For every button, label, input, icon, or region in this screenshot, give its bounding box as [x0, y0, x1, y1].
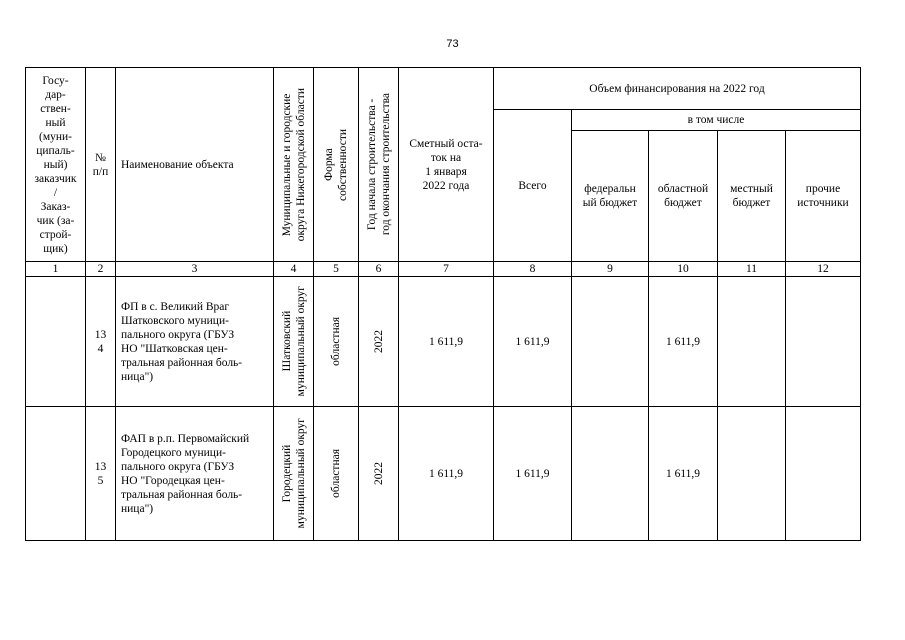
column-number: 8 — [494, 262, 572, 277]
column-number: 12 — [786, 262, 861, 277]
column-number: 2 — [86, 262, 116, 277]
header-total: Всего — [494, 110, 572, 262]
header-other: прочие источники — [786, 131, 861, 262]
row-years: 2022 — [372, 330, 385, 353]
header-years-cell — [359, 68, 399, 262]
row-years-cell — [359, 277, 399, 407]
row-municipality: Городецкий муниципальный округ — [280, 418, 307, 529]
header-municipality: Муниципальные и городские округа Нижегородской области — [280, 87, 307, 242]
row-total: 1 611,9 — [494, 407, 572, 541]
header-including: в том числе — [572, 110, 861, 131]
table-row — [26, 407, 861, 541]
row-num: 13 4 — [86, 277, 116, 407]
header-ownership-cell — [314, 68, 359, 262]
row-years-cell — [359, 407, 399, 541]
row-local — [718, 407, 786, 541]
row-federal — [572, 277, 649, 407]
header-local: местный бюджет — [718, 131, 786, 262]
page-number: 73 — [446, 38, 459, 50]
row-other — [786, 407, 861, 541]
row-federal — [572, 407, 649, 541]
row-num: 13 5 — [86, 407, 116, 541]
header-years: Год начала строительства - год окончания строительства — [365, 93, 392, 236]
column-number: 6 — [359, 262, 399, 277]
column-number: 11 — [718, 262, 786, 277]
row-customer — [26, 407, 86, 541]
financing-table — [25, 67, 861, 541]
row-regional: 1 611,9 — [649, 407, 718, 541]
column-number-row — [26, 262, 861, 277]
column-number: 3 — [116, 262, 274, 277]
row-ownership-cell — [314, 407, 359, 541]
header-num: № п/п — [86, 68, 116, 262]
column-number: 9 — [572, 262, 649, 277]
row-ownership: областная — [330, 317, 342, 366]
header-financing: Объем финансирования на 2022 год — [494, 68, 861, 110]
row-total: 1 611,9 — [494, 277, 572, 407]
row-ownership-cell — [314, 277, 359, 407]
header-regional: областной бюджет — [649, 131, 718, 262]
row-years: 2022 — [372, 462, 385, 485]
row-municipality-cell — [274, 407, 314, 541]
row-object-name: ФП в с. Великий Враг Шатковского муници- пального округа (ГБУЗ НО "Шатковская цен- тральная районная боль- ница") — [116, 277, 274, 407]
row-other — [786, 277, 861, 407]
row-municipality-cell — [274, 277, 314, 407]
header-federal: федеральн ый бюджет — [572, 131, 649, 262]
header-ownership: Форма собственности — [323, 128, 349, 201]
column-number: 7 — [399, 262, 494, 277]
column-number: 4 — [274, 262, 314, 277]
column-number: 5 — [314, 262, 359, 277]
column-number: 1 — [26, 262, 86, 277]
row-local — [718, 277, 786, 407]
row-estimate: 1 611,9 — [399, 407, 494, 541]
header-estimate: Сметный оста- ток на 1 января 2022 года — [399, 68, 494, 262]
row-customer — [26, 277, 86, 407]
table-row — [26, 277, 861, 407]
header-municipality-cell — [274, 68, 314, 262]
row-ownership: областная — [330, 449, 342, 498]
header-object-name: Наименование объекта — [116, 68, 274, 262]
header-customer: Госу- дар- ствен- ный (муни- ципаль- ный) заказчик / Заказ- чик (за- строй- щик) — [26, 68, 86, 262]
row-regional: 1 611,9 — [649, 277, 718, 407]
row-object-name: ФАП в р.п. Первомайский Городецкого муници- пального округа (ГБУЗ НО "Городецкая цен- тральная районная боль- ница") — [116, 407, 274, 541]
column-number: 10 — [649, 262, 718, 277]
row-estimate: 1 611,9 — [399, 277, 494, 407]
row-municipality: Шатковский муниципальный округ — [280, 286, 307, 397]
